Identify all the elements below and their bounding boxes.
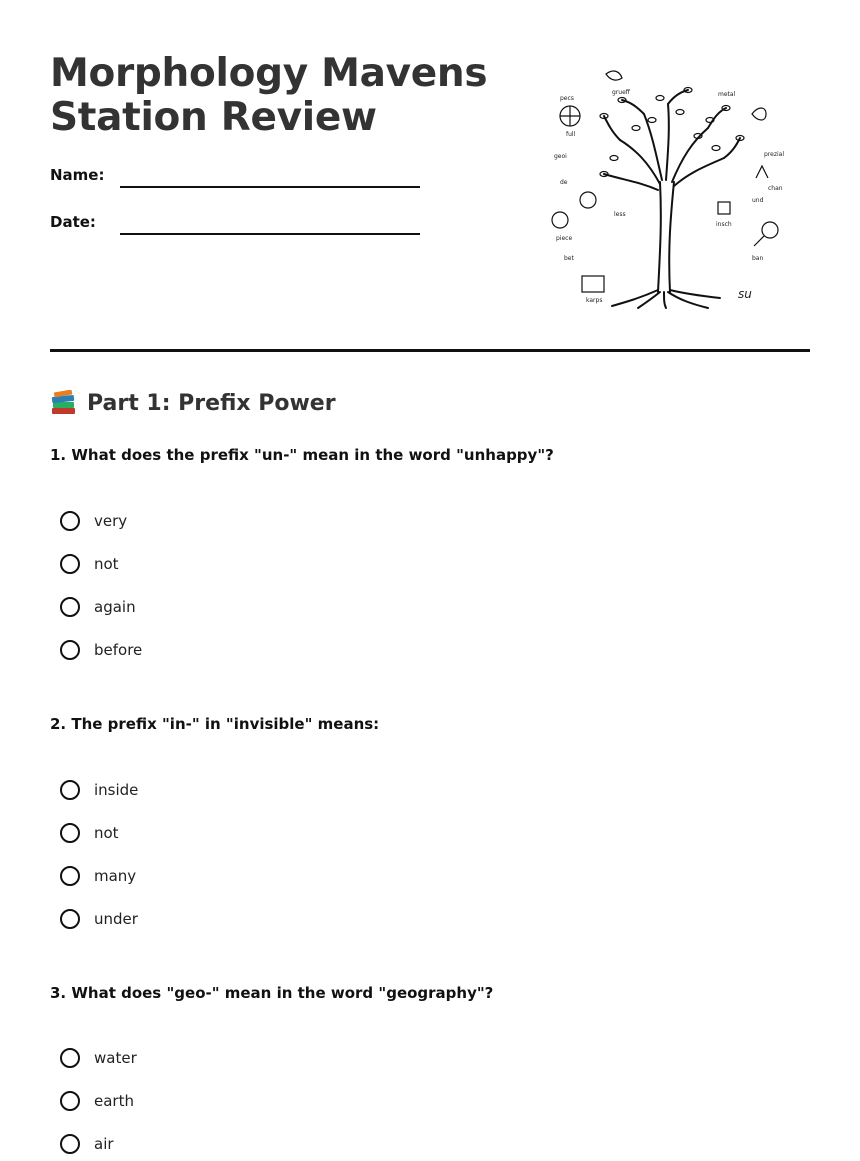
tree-label-3: grueff [612, 89, 630, 96]
title-line-1: Morphology Mavens [50, 51, 488, 96]
option-label: not [94, 824, 119, 842]
tree-label-8: chan [768, 185, 783, 192]
tree-label-10: less [614, 211, 626, 218]
radio-button[interactable] [60, 866, 80, 886]
q2-option-1[interactable] [60, 780, 138, 800]
q3-option-1[interactable] [60, 1048, 137, 1068]
tree-label-6: geoi [554, 153, 567, 160]
q2-option-2[interactable] [60, 823, 119, 843]
radio-button[interactable] [60, 511, 80, 531]
tree-label-7: de [560, 179, 568, 186]
date-field[interactable] [120, 233, 420, 235]
question-1: 1. What does the prefix "un-" mean in the word "unhappy"? [50, 446, 554, 464]
tree-label-4: metal [718, 91, 736, 98]
option-label: very [94, 512, 128, 530]
option-label: again [94, 598, 136, 616]
option-label: under [94, 910, 138, 928]
option-label: air [94, 1135, 114, 1153]
tree-label-2: full [566, 131, 576, 138]
section-title [50, 390, 336, 416]
name-field[interactable] [120, 186, 420, 188]
question-3: 3. What does "geo-" mean in the word "geography"? [50, 984, 494, 1002]
morphology-tree-illustration [540, 62, 800, 310]
tree-label-15: karps [586, 297, 603, 304]
q1-option-3[interactable] [60, 597, 136, 617]
worksheet-title [50, 52, 520, 140]
q3-option-2[interactable] [60, 1091, 134, 1111]
q1-option-1[interactable] [60, 511, 127, 531]
option-label: not [94, 555, 119, 573]
radio-button[interactable] [60, 1134, 80, 1154]
tree-label-1: pecs [560, 95, 574, 102]
radio-button[interactable] [60, 823, 80, 843]
radio-button[interactable] [60, 554, 80, 574]
tree-label-14: ban [752, 255, 764, 262]
radio-button[interactable] [60, 780, 80, 800]
q3-option-3[interactable] [60, 1134, 114, 1154]
tree-label-9: und [752, 197, 764, 204]
option-label: earth [94, 1092, 134, 1110]
tree-label-16: su [738, 287, 752, 301]
question-2: 2. The prefix "in-" in "invisible" means: [50, 715, 380, 733]
q2-option-4[interactable] [60, 909, 138, 929]
radio-button[interactable] [60, 597, 80, 617]
q1-option-2[interactable] [60, 554, 119, 574]
header-divider [50, 349, 810, 352]
tree-label-11: insch [716, 221, 732, 228]
tree-label-5: prezial [764, 151, 784, 158]
books-icon [50, 390, 77, 416]
name-label: Name: [50, 166, 105, 184]
q2-option-3[interactable] [60, 866, 136, 886]
date-label: Date: [50, 213, 96, 231]
radio-button[interactable] [60, 640, 80, 660]
option-label: inside [94, 781, 139, 799]
option-label: before [94, 641, 143, 659]
radio-button[interactable] [60, 1048, 80, 1068]
tree-label-13: bet [564, 255, 574, 262]
radio-button[interactable] [60, 909, 80, 929]
option-label: water [94, 1049, 137, 1067]
radio-button[interactable] [60, 1091, 80, 1111]
title-line-2: Station Review [50, 95, 377, 140]
option-label: many [94, 867, 137, 885]
tree-label-12: piece [556, 235, 573, 242]
part1-title: Part 1: Prefix Power [87, 390, 336, 416]
q1-option-4[interactable] [60, 640, 142, 660]
